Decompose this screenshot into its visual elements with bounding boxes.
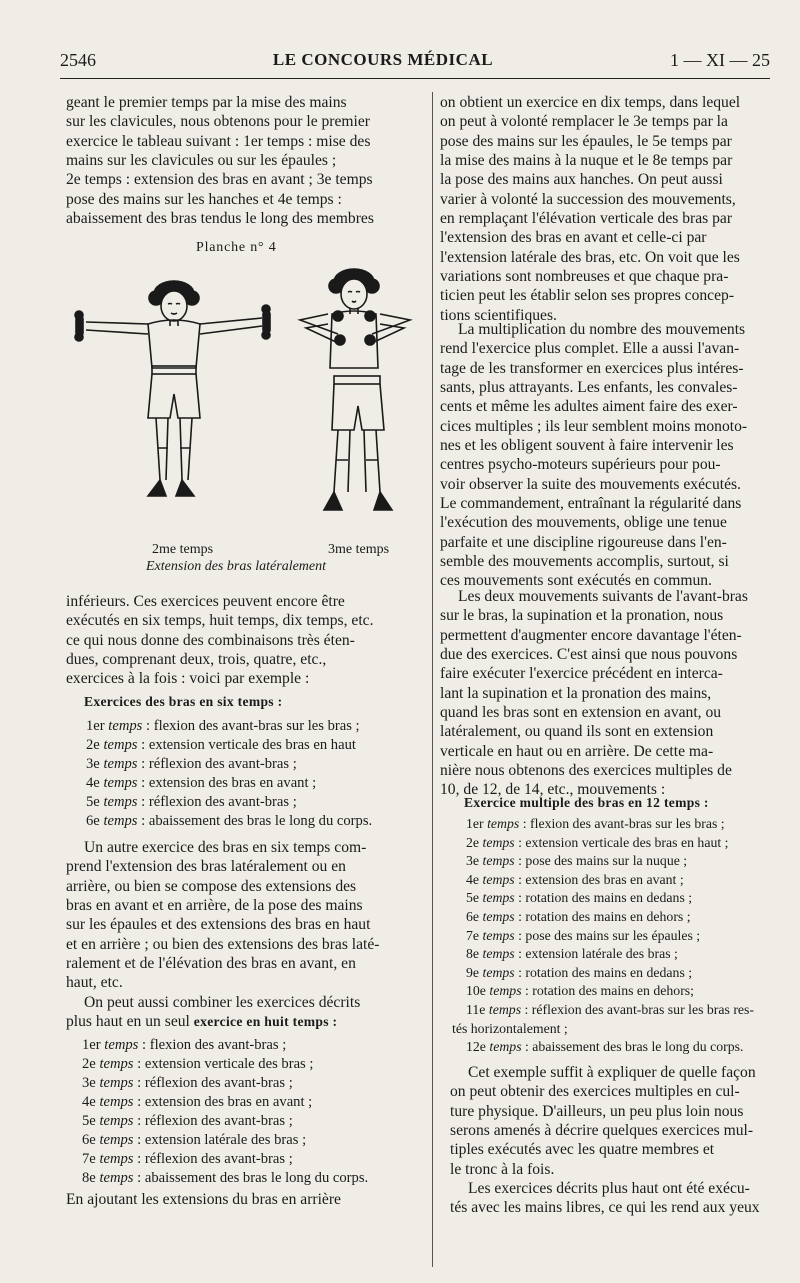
figure-right-hands-on-shoulders [300,269,410,510]
text-line: cices multiples ; ils leur semblent moins monoto- [440,417,748,435]
text-line: centres psycho-moteurs supérieurs pour pou- [440,456,721,474]
list-item: 2e temps : extension verticale des bras en haut ; [466,834,729,850]
list-item: 4e temps : extension des bras en avant ; [82,1094,313,1110]
text-line: l'extension des bras en avant et celle-ci par [440,229,707,247]
right-paragraph-example [450,1063,786,1218]
list-item: 6e temps : rotation des mains en dehors ; [466,908,691,924]
text-line: Les deux mouvements suivants de l'avant-bras [458,588,748,605]
twelve-step-heading [464,793,800,812]
list-item-continuation: tés horizontalement ; [452,1020,568,1036]
text-line: en remplaçant l'élévation verticale des bras par [440,210,733,228]
list-item: 5e temps : réflexion des avant-bras ; [82,1113,293,1129]
text-line: abaissement des bras tendus le long des membres [66,210,374,228]
list-item: 3e temps : réflexion des avant-bras ; [82,1075,293,1091]
text-line: Un autre exercice des bras en six temps com- [84,839,367,856]
text-line: Le commandement, entraînant la régularité dans [440,495,742,513]
text-line: latéralement, ou quand ils sont en extension [440,723,714,741]
text-line: inférieurs. Ces exercices peuvent encore être [66,593,345,610]
right-paragraph-multiplication [440,320,785,591]
text-line: le tronc à la fois. [450,1160,555,1178]
text-line: exercice le tableau suivant : 1er temps : mise des [66,132,371,150]
text-line: exécutés en six temps, huit temps, dix temps, etc. [66,612,374,630]
text-line: sur le bras, la supination et la pronation, nous [440,607,724,625]
text-line: on peut obtenir des exercices multiples en cul- [450,1083,740,1101]
text-line: quand les bras sont en extension en avant, ou [440,704,722,722]
text-line: pose des mains sur les épaules, le 5e temps par [440,132,732,150]
list-item: 6e temps : extension latérale des bras ; [82,1132,307,1148]
right-paragraph-ten-steps [440,93,785,325]
text-line: sur les épaules et des extensions des bras en haut [66,916,371,934]
plate-label-left: 2me temps [152,542,214,557]
text-line: on obtient un exercice en dix temps, dans lequel [440,94,741,111]
header-rule [60,78,770,79]
left-paragraph-combinations [66,592,424,689]
list-item: 11e temps : réflexion des avant-bras sur les bras res- [466,1001,755,1017]
list-item: 6e temps : abaissement des bras le long du corps. [86,813,373,829]
list-item: 1er temps : flexion des avant-bras ; [82,1037,287,1053]
left-last-line [66,1190,424,1209]
list-item: 1er temps : flexion des avant-bras sur les bras ; [86,718,360,734]
text-line: l'exécution des mouvements, oblige une tenue [440,514,727,532]
text-line: verticale en haut ou en arrière. De cette ma- [440,742,714,760]
list-item: 4e temps : extension des bras en avant ; [86,775,317,791]
text-line: la pose des mains aux hanches. On peut aussi [440,171,723,189]
text-line: exercices à la fois : voici par exemple : [66,670,310,688]
text-line: variations sont nombreuses et que chaque pra- [440,268,729,286]
page-header [60,46,770,74]
text-line: dues, comprenant deux, trois, quatre, etc., [66,651,327,669]
list-item: 9e temps : rotation des mains en dedans ; [466,964,693,980]
section-heading: exercice en huit temps : [193,1014,338,1030]
journal-title: LE CONCOURS MÉDICAL [272,50,494,69]
text-line: bras en avant et en arrière, de la pose des mains [66,897,363,915]
text-line: serons amenés à décrire quelques exercices mul- [450,1122,754,1140]
text-line: arrière, ou bien se compose des extensions des [66,877,357,895]
plate-caption: Extension des bras latéralement [146,559,327,574]
text-line: ce qui nous donne des combinaisons très éten- [66,631,355,649]
text-line: ces mouvements sont exécutés en commun. [440,572,712,590]
text-line: varier à volonté la succession des mouvements, [440,190,736,208]
text-line: On peut aussi combiner les exercices décrits [84,994,361,1011]
text-line: nière nous obtenons des exercices multiples de [440,762,732,780]
six-step-heading [84,692,442,711]
section-heading: Exercices des bras en six temps : [84,694,283,709]
text-line: l'extension latérale des bras, etc. On voit que les [440,248,740,266]
text-line: tions scientifiques. [440,306,557,324]
list-item: 3e temps : pose des mains sur la nuque ; [466,853,688,869]
list-item: 5e temps : rotation des mains en dedans ; [466,890,693,906]
text-line: haut, etc. [66,974,123,992]
text-line: mains sur les clavicules ou sur les épaules ; [66,152,337,170]
text-line: ticien peut les établir selon ses propres concep- [440,287,735,305]
list-item: 12e temps : abaissement des bras le long du corps. [466,1039,744,1055]
text-line: prend l'extension des bras latéralement ou en [66,858,346,876]
list-item: 5e temps : réflexion des avant-bras ; [86,794,297,810]
text-line: geant le premier temps par la mise des mains [66,94,347,111]
text-line: on peut à volonté remplacer le 3e temps par la [440,113,728,131]
figure-left-lateral-extension [75,281,270,496]
page-number: 2546 [60,49,96,70]
text-line: due des exercices. C'est ainsi que nous pouvons [440,646,738,664]
text-line: Cet exemple suffit à expliquer de quelle façon [468,1064,756,1081]
list-item: 3e temps : réflexion des avant-bras ; [86,756,297,772]
list-item: 2e temps : extension verticale des bras en haut [86,737,356,753]
text-line: La multiplication du nombre des mouvements [458,321,746,338]
list-item: 8e temps : abaissement des bras le long du corps. [82,1170,369,1186]
text-line: pose des mains sur les hanches et 4e temps : [66,190,342,208]
list-item: 1er temps : flexion des avant-bras sur les bras ; [466,816,725,831]
plate-illustration [70,258,430,543]
text-line: nes et les obligent souvent à faire intervenir les [440,437,734,455]
text-line: faire exécuter l'exercice précédent en interca- [440,665,723,683]
issue-date: 1 — XI — 25 [669,49,770,70]
text-line: plus haut en un seul [66,1013,190,1031]
text-line: lant la supination et la pronation des mains, [440,684,712,702]
list-item: 7e temps : pose des mains sur les épaules ; [466,927,701,943]
text-line: semble des mouvements accomplis, surtout, si [440,553,729,571]
twelve-step-list [452,815,800,1057]
left-paragraph-combine [66,993,424,1032]
text-line: cents et même les adultes aiment faire des exer- [440,398,738,416]
text-line: permettent d'augmenter encore davantage l'éten- [440,626,742,644]
text-line: ture physique. D'ailleurs, un peu plus loin nous [450,1102,744,1120]
text-line: 2e temps : extension des bras en avant ; 3e temps [66,171,373,189]
plate-label-right: 3me temps [328,542,390,557]
text-line: voir observer la suite des mouvements exécutés. [440,475,741,493]
list-item: 10e temps : rotation des mains en dehors; [466,983,695,999]
section-heading: Exercice multiple des bras en 12 temps : [464,795,709,810]
six-step-list [86,717,444,831]
left-paragraph-other-exercise [66,838,424,993]
text-line: 10, de 12, de 14, etc., mouvements : [440,781,666,799]
eight-step-list [82,1036,440,1188]
text-line: En ajoutant les extensions du bras en arrière [66,1191,341,1208]
plate-title: Planche n° 4 [196,240,277,255]
list-item: 4e temps : extension des bras en avant ; [466,871,684,887]
left-intro-paragraph [66,93,424,228]
text-line: sants, plus attrayants. Les enfants, les convales- [440,379,738,397]
right-paragraph-supination [440,587,785,800]
text-line: Les exercices décrits plus haut ont été exécu- [468,1180,750,1198]
text-line: ralement et de l'élévation des bras en avant, en [66,955,356,973]
text-line: tage de les transformer en exercices plus intéres- [440,359,744,377]
list-item: 7e temps : réflexion des avant-bras ; [82,1151,293,1167]
text-line: parfaite et une discipline rigoureuse dans l'en- [440,533,727,551]
text-line: tiples exécutés avec les quatre membres et [450,1141,715,1159]
text-line: rend l'exercice plus complet. Elle a aussi l'avan- [440,340,740,358]
text-line: tés avec les mains libres, ce qui les rend aux yeux [450,1199,760,1217]
text-line: sur les clavicules, nous obtenons pour le premier [66,113,371,131]
text-line: la mise des mains à la nuque et le 8e temps par [440,152,733,170]
list-item: 2e temps : extension verticale des bras ; [82,1056,314,1072]
text-line: et en arrière ; ou bien des extensions des bras laté- [66,935,380,953]
list-item: 8e temps : extension latérale des bras ; [466,946,678,962]
